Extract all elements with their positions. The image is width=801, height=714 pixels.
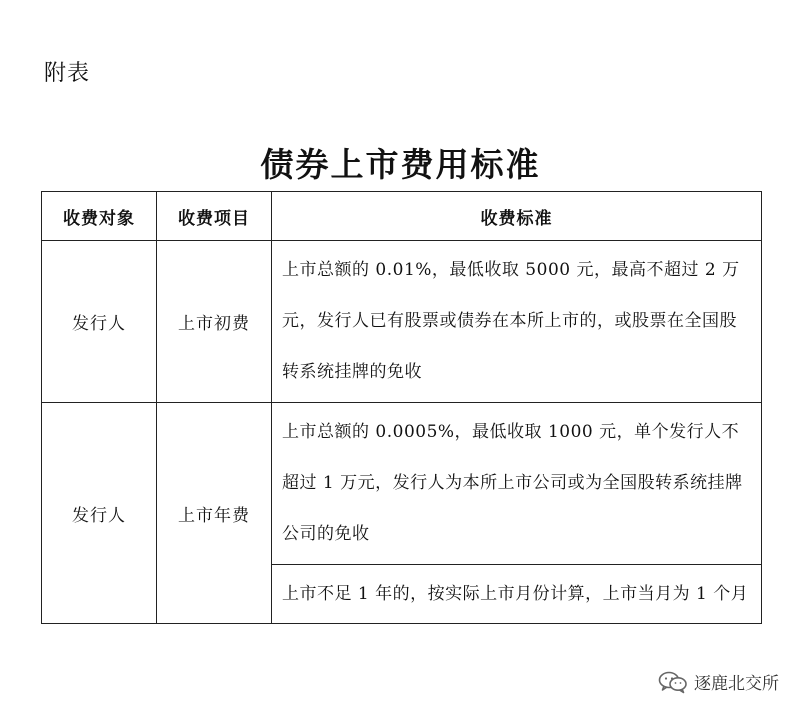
wechat-icon [658,670,688,694]
watermark [658,669,779,694]
header-item: 收费项目 [157,192,272,241]
header-payer: 收费对象 [42,192,157,241]
appendix-label: 附表 [44,61,91,86]
cell-standard: 上市总额的 0.0005%，最低收取 1000 元，单个发行人不超过 1 万元，发行人为本所上市公司或为全国股转系统挂牌公司的免收 [272,403,762,565]
watermark-text: 逐鹿北交所 [694,674,779,694]
cell-payer: 发行人 [42,241,157,403]
cell-standard: 上市不足 1 年的，按实际上市月份计算，上市当月为 1 个月 [272,565,762,624]
document-title: 债券上市费用标准 [260,145,541,184]
table-row [42,241,762,403]
fee-standard-table [41,191,762,624]
cell-item: 上市初费 [157,241,272,403]
header-standard: 收费标准 [272,192,762,241]
cell-standard: 上市总额的 0.01%，最低收取 5000 元，最高不超过 2 万元，发行人已有股票或债券在本所上市的，或股票在全国股转系统挂牌的免收 [272,241,762,403]
table-header-row [42,192,762,241]
cell-payer: 发行人 [42,403,157,624]
cell-item: 上市年费 [157,403,272,624]
table-row [42,403,762,565]
